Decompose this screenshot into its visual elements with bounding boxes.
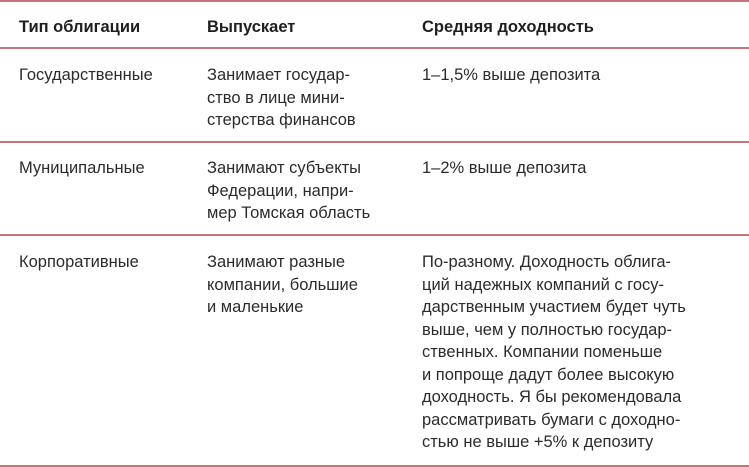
issuer-line: стерства финансов	[207, 111, 356, 129]
issuer-cell	[207, 251, 358, 319]
yield-line: рассматривать бумаги с доходно-	[422, 410, 681, 429]
yield-line: ций надежных компаний с госу-	[422, 275, 665, 294]
yield-cell	[422, 157, 586, 180]
bond-type-cell: Корпоративные	[19, 253, 139, 271]
yield-line: доходность. Я бы рекомендовала	[422, 388, 682, 406]
issuer-line: мер Томская область	[207, 204, 371, 222]
issuer-cell	[207, 157, 370, 225]
bond-type-cell: Государственные	[19, 66, 153, 84]
row-divider	[0, 234, 749, 236]
yield-line: По-разному. Доходность облига-	[422, 253, 672, 271]
header-bond-type: Тип облигации	[19, 18, 141, 36]
issuer-line: Федерации, напри-	[207, 181, 354, 200]
yield-cell	[422, 251, 686, 454]
yield-line: 1–1,5% выше депозита	[422, 66, 601, 84]
header-issuer: Выпускает	[207, 18, 296, 36]
yield-line: 1–2% выше депозита	[422, 159, 587, 177]
issuer-line: ство в лице мини-	[207, 88, 345, 107]
issuer-cell	[207, 64, 356, 132]
issuer-line: Занимает государ-	[207, 66, 351, 84]
header-average-yield: Средняя доходность	[422, 18, 594, 36]
row-divider	[0, 141, 749, 143]
top-rule	[0, 0, 749, 2]
header-rule	[0, 47, 749, 49]
issuer-line: Занимают разные	[207, 253, 346, 271]
yield-line: дарственным участием будет чуть	[422, 298, 686, 316]
yield-line: стью не выше +5% к депозиту	[422, 433, 654, 451]
yield-line: и попроще дадут более высокую	[422, 365, 675, 384]
bond-type-cell: Муниципальные	[19, 159, 145, 177]
yield-line: ственных. Компании поменьше	[422, 343, 663, 361]
yield-line: выше, чем у полностью государ-	[422, 320, 673, 339]
issuer-line: компании, большие	[207, 275, 358, 294]
issuer-line: и маленькие	[207, 298, 304, 316]
issuer-line: Занимают субъекты	[207, 159, 362, 177]
yield-cell	[422, 64, 600, 87]
